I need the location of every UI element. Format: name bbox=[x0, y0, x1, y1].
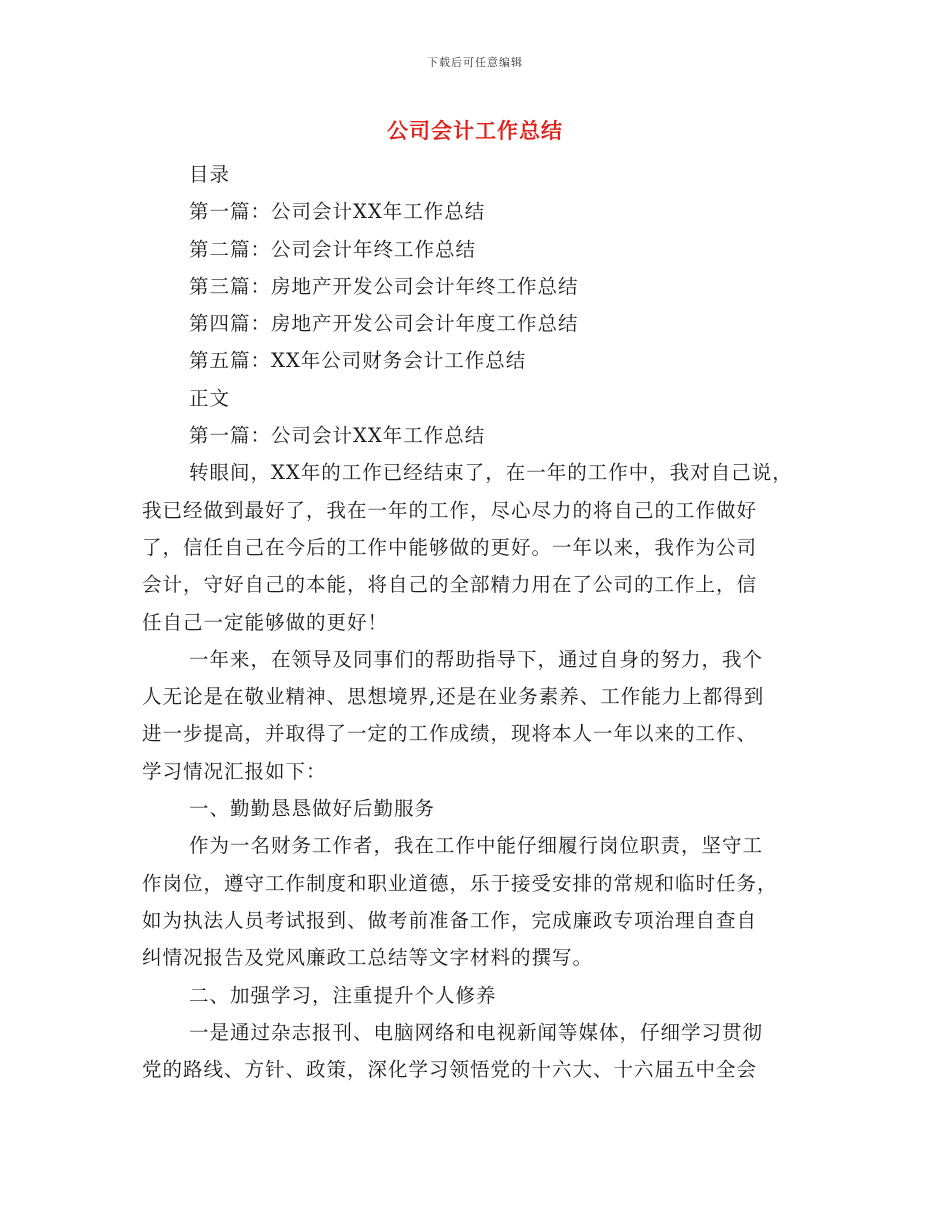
paragraph-line: 转眼间，XX年的工作已经结束了，在一年的工作中，我对自己说， bbox=[189, 461, 793, 485]
toc-item: 第三篇：房地产开发公司会计年终工作总结 bbox=[189, 274, 579, 298]
toc-heading: 目录 bbox=[189, 163, 231, 186]
document-title: 公司会计工作总结 bbox=[387, 118, 563, 143]
paragraph-line: 纠情况报告及党风廉政工总结等文字材料的撰写。 bbox=[142, 946, 594, 970]
paragraph-line: 会计，守好自己的本能，将自己的全部精力用在了公司的工作上，信 bbox=[142, 573, 758, 597]
paragraph-line: 一是通过杂志报刊、电脑网络和电视新闻等媒体，仔细学习贯彻 bbox=[189, 1020, 764, 1044]
section-heading: 二、加强学习，注重提升个人修养 bbox=[189, 983, 497, 1007]
paragraph-line: 一年来，在领导及同事们的帮助指导下，通过自身的努力，我个 bbox=[189, 647, 764, 671]
document-body bbox=[142, 156, 812, 1088]
paragraph-line: 进一步提高，并取得了一定的工作成绩，现将本人一年以来的工作、 bbox=[142, 722, 758, 746]
section-heading: 一、勤勤恳恳做好后勤服务 bbox=[189, 797, 436, 821]
paragraph-line: 我已经做到最好了，我在一年的工作，尽心尽力的将自己的工作做好 bbox=[142, 498, 758, 522]
toc-item: 第四篇：房地产开发公司会计年度工作总结 bbox=[189, 312, 579, 336]
paragraph-line: 人无论是在敬业精神、思想境界,还是在业务素养、工作能力上都得到 bbox=[142, 685, 765, 709]
paragraph-line: 了，信任自己在今后的工作中能够做的更好。一年以来，我作为公司 bbox=[142, 535, 758, 559]
body-heading: 正文 bbox=[189, 386, 231, 410]
paragraph-line: 作为一名财务工作者，我在工作中能仔细履行岗位职责，坚守工 bbox=[189, 834, 764, 858]
toc-item: 第二篇：公司会计年终工作总结 bbox=[189, 237, 477, 261]
paragraph-line: 学习情况汇报如下： bbox=[142, 759, 327, 783]
section-title: 第一篇：公司会计XX年工作总结 bbox=[189, 424, 486, 448]
paragraph-line: 任自己一定能够做的更好！ bbox=[142, 610, 389, 634]
toc-item: 第五篇：XX年公司财务会计工作总结 bbox=[189, 349, 527, 373]
toc-item: 第一篇：公司会计XX年工作总结 bbox=[189, 200, 486, 224]
paragraph-line: 如为执法人员考试报到、做考前准备工作，完成廉政专项治理自查自 bbox=[142, 908, 758, 932]
paragraph-line: 作岗位，遵守工作制度和职业道德，乐于接受安排的常规和临时任务， bbox=[142, 871, 778, 895]
page-header: 下载后可任意编辑 bbox=[427, 56, 523, 69]
paragraph-line: 党的路线、方针、政策，深化学习领悟党的十六大、十六届五中全会 bbox=[142, 1058, 758, 1082]
